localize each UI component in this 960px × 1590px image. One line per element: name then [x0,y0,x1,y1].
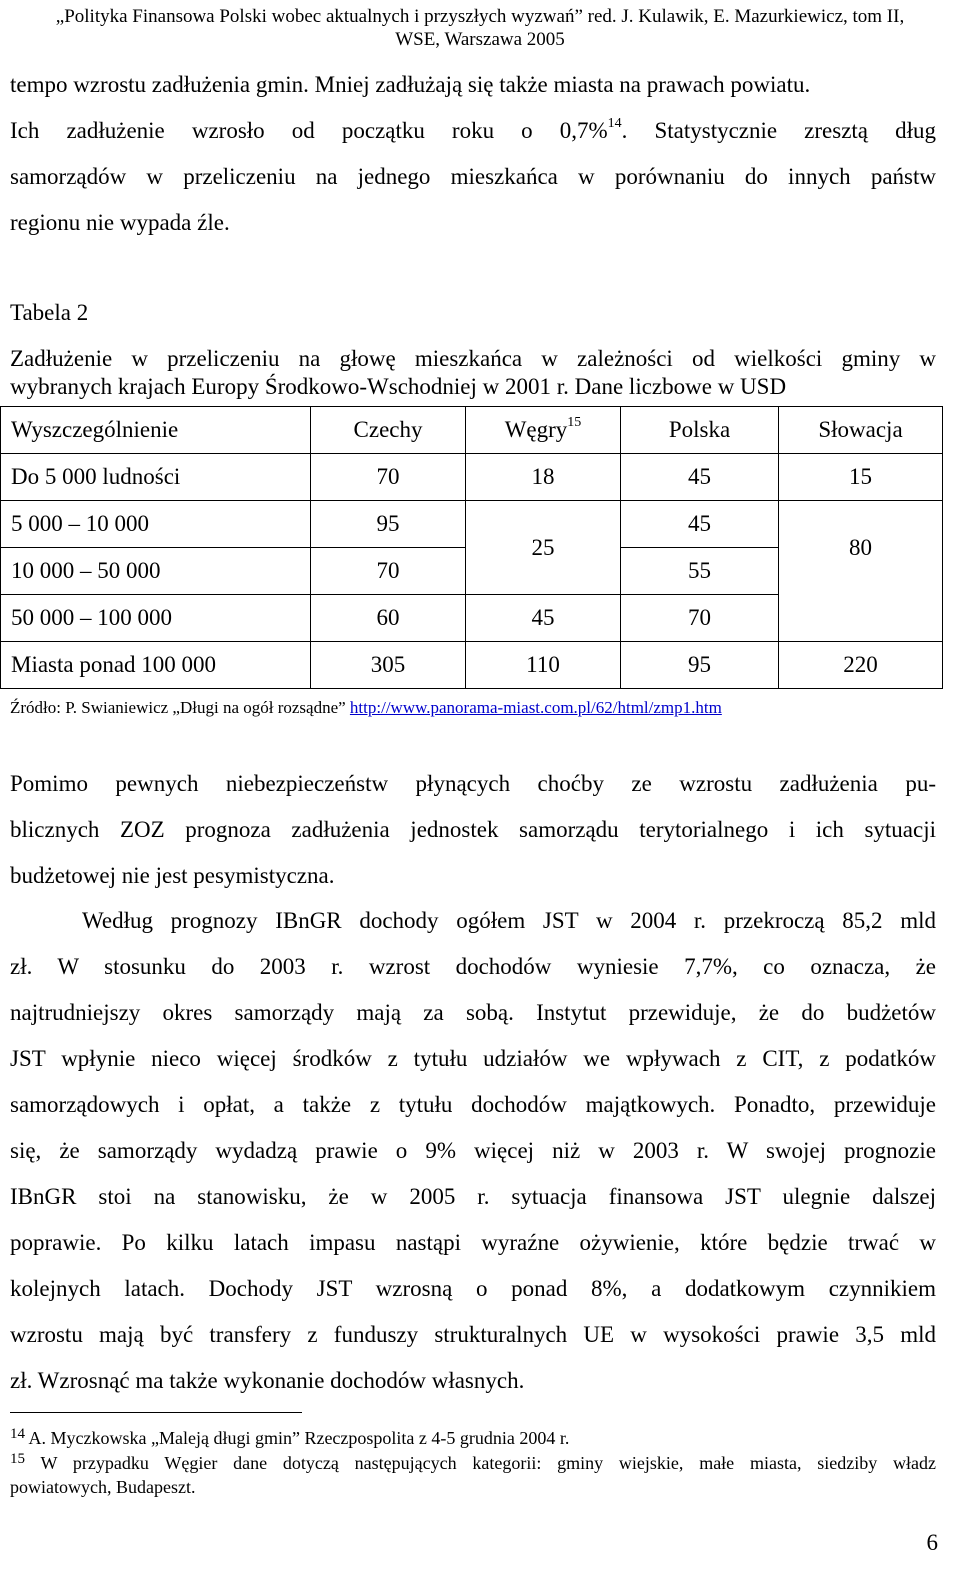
table-label: Tabela 2 [10,300,89,325]
para1-line-2: blicznych ZOZ prognoza zadłużenia jednostek samorządu terytorialnego i ich sytuacji [10,817,936,842]
table-cell-merged-wegry: 25 [466,501,621,595]
para2-line-3: najtrudniejszy okres samorządy mają za sobą. Instytut przewiduje, że do budżetów [10,1000,936,1025]
table-cell: 45 [621,454,779,501]
para2-line-10: wzrostu mają być transfery z funduszy strukturalnych UE w wysokości prawie 3,5 mld [10,1322,936,1347]
table-cell: 95 [311,501,466,548]
running-header-line1: „Polityka Finansowa Polski wobec aktualnych i przyszłych wyzwań” red. J. Kulawik, E. Mazurkiewicz, tom II, [55,6,905,27]
footnote-15-text: W przypadku Węgier dane dotyczą następujących kategorii: gminy wiejskie, małe miasta, siedziby władz [40,1453,936,1473]
table-cell: 10 000 – 50 000 [1,548,311,595]
footnote-ref-15: 15 [567,415,582,430]
para2-line-5: samorządowych i opłat, a także z tytułu dochodów majątkowych. Ponadto, przewiduje [10,1092,936,1117]
table-cell: 45 [466,595,621,642]
table-row [1,642,943,689]
table-cell: 50 000 – 100 000 [1,595,311,642]
footnote-15-line-1 [10,1453,936,1474]
para2-line-11: zł. Wzrosnąć ma także wykonanie dochodów własnych. [10,1368,525,1393]
table-cell: 18 [466,454,621,501]
intro-line-2a: Ich zadłużenie wzrosło od początku roku o 0,7% [10,118,608,143]
footnote-14-number: 14 [10,1426,25,1442]
table-cell: 70 [311,454,466,501]
footnote-15-number: 15 [10,1451,25,1467]
intro-line-3: samorządów w przeliczeniu na jednego mieszkańca w porównaniu do innych państw [10,164,936,189]
table-cell: 70 [311,548,466,595]
table-cell: Miasta ponad 100 000 [1,642,311,689]
para2-line-4: JST wpłynie nieco więcej środków z tytułu udziałów we wpływach z CIT, z podatków [10,1046,936,1071]
para2-line-2: zł. W stosunku do 2003 r. wzrost dochodów wyniesie 7,7%, co oznacza, że [10,954,936,979]
header-cell-polska: Polska [621,407,779,454]
header-cell-czechy: Czechy [311,407,466,454]
footnote-separator [10,1412,302,1413]
para1-line-1: Pomimo pewnych niebezpieczeństw płynących choćby ze wzrostu zadłużenia pu- [10,771,936,796]
para2-line-6: się, że samorządy wydadzą prawie o 9% więcej niż w 2003 r. W swojej prognozie [10,1138,936,1163]
para2-line-8: poprawie. Po kilku latach impasu nastąpi wyraźne ożywienie, które będzie trwać w [10,1230,936,1255]
intro-line-1: tempo wzrostu zadłużenia gmin. Mniej zadłużają się także miasta na prawach powiatu. [10,72,811,97]
table-source [10,698,722,718]
header-wegry-label: Węgry [504,417,568,442]
para2-line-1: Według prognozy IBnGR dochody ogółem JST w 2004 r. przekroczą 85,2 mld [82,908,936,933]
table-cell: 45 [621,501,779,548]
header-cell-slowacja: Słowacja [779,407,943,454]
source-link[interactable]: http://www.panorama-miast.com.pl/62/html/zmp1.htm [349,698,722,717]
table-cell: 95 [621,642,779,689]
table-cell: 55 [621,548,779,595]
footnote-14 [10,1428,569,1449]
table-cell: 15 [779,454,943,501]
table-cell: 70 [621,595,779,642]
para2-line-7: IBnGR stoi na stanowisku, że w 2005 r. sytuacja finansowa JST ulegnie dalszej [10,1184,936,1209]
table-cell: 60 [311,595,466,642]
table-title-line-2: wybranych krajach Europy Środkowo-Wschodniej w 2001 r. Dane liczbowe w USD [10,374,787,399]
intro-line-2b: . Statystycznie zresztą dług [621,118,936,143]
table-cell: 220 [779,642,943,689]
header-cell-wegry [466,407,621,454]
footnote-14-text: A. Myczkowska „Maleją długi gmin” Rzeczpospolita z 4-5 grudnia 2004 r. [28,1428,570,1448]
intro-line-2 [10,118,936,144]
para2-line-9: kolejnych latach. Dochody JST wzrosną o ponad 8%, a dodatkowym czynnikiem [10,1276,936,1301]
footnote-15-line-2: powiatowych, Budapeszt. [10,1477,196,1497]
page-number: 6 [926,1530,938,1555]
source-text: Źródło: P. Swianiewicz „Długi na ogół rozsądne” [10,698,350,717]
header-cell-category: Wyszczególnienie [1,407,311,454]
table-cell: Do 5 000 ludności [1,454,311,501]
debt-per-capita-table [0,406,943,689]
table-cell: 110 [466,642,621,689]
intro-line-4: regionu nie wypada źle. [10,210,230,235]
running-header-line2: WSE, Warszawa 2005 [395,29,565,50]
table-title-line-1: Zadłużenie w przeliczeniu na głowę mieszkańca w zależności od wielkości gminy w [10,346,936,371]
table-cell-merged-slowacja: 80 [779,501,943,642]
table-cell: 305 [311,642,466,689]
footnote-ref-14: 14 [607,116,622,131]
table-row [1,501,943,548]
table-header-row [1,407,943,454]
table-cell: 5 000 – 10 000 [1,501,311,548]
table-row [1,454,943,501]
para1-line-3: budżetowej nie jest pesymistyczna. [10,863,335,888]
